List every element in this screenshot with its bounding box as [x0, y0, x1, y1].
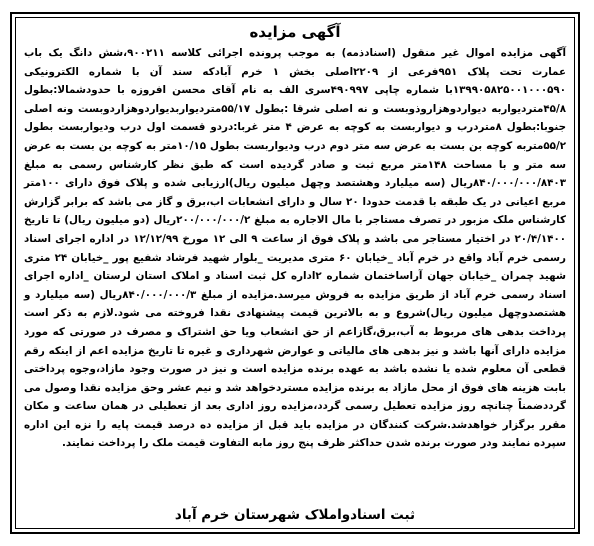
- notice-title: آگهی مزایده: [249, 23, 341, 41]
- notice-body: آگهی مزایده اموال غیر منقول (اسنادذمه) به موجب پرونده اجرائی کلاسه ۹۰۰۲۱۱،شش دانگ یک باب عمارت تحت پلاک ۹۵۱فرعی از ۲۲۰۹اصلی بخش ۱ خرم آبادکه سند آن با شماره الکترونیکی ۱۳۹۹۰۵۸۲۵۰۰۱۰۰۰۵۹۰با شماره چاپی ۴۹۰۹۹۷سری الف به نام آقای محسن افروزه با حدودشمالا:بطول ۴۵/۸متردیواربه دیواردوهزاروذوبست و نه اصلی شرقا :بطول ۵۵/۱۷متردیواربدیواردوهزاردوبست ونه اصلی جنوبا:بطول ۸متردرب و دیواربست به کوچه به عرض ۴ متر غربا:دردو قسمت اول درب ودیواربست بطول ۵۵/۲متربه کوچه بن بست به عرض سه متر دوم درب ودیواربست بطول ۱۰/۱۵متر به کوچه بن بست به عرض سه متر و با مساحت ۱۴۸متر مربع ثبت و صادر گردیده است که طبق نظر کارشناس رسمی به مبلغ ۸۴۰/۰۰۰/۰۰۰/۸۴۰۳ریال (سه میلیارد وهشتصد وچهل میلیون ریال)ارزیابی شده و پلاک فوق دارای ۱۰۰متر مربع اعیانی در یک طبقه با قدمت حدودا ۲۰ سال و دارای انشعابات اب،برق و گاز می باشد که برابر گزارش کارشناس ملک مزبور در تصرف مستاجر با مال الاجاره به مبلغ ۲۰۰/۰۰۰/۰۰۰/۲ریال (دو میلیون ریال) تا تاریخ ۲۰/۴/۱۴۰۰ در اختیار مستاجر می باشد و پلاک فوق از ساعت ۹ الی ۱۲ مورخ ۱۲/۱۲/۹۹ در اداره اجرای اسناد رسمی خرم آباد واقع در خرم آباد _خیابان ۶۰ متری مدیریت _بلوار شهید فرشاد شفیع پور _خیابان ۲۴ متری شهید چمران _خیابان جهان آراساختمان شماره ۲اداره کل ثبت اسناد و املاک استان لرستان _اداره اجرای اسناد رسمی خرم آباد از طریق مزایده به فروش میرسد.مزایده از مبلغ ۸۴۰/۰۰۰/۰۰۰/۳ریال (سه میلیارد و هشتصدوچهل میلیون ریال)شروع و به بالاترین قیمت پیشنهادی نقدا فروخته می شود.لازم به ذکر است پرداخت بدهی های مربوط به آب،برق،گازاعم از حق انشعاب ویا حق اشتراک و مصرف در صورتی که مورد مزایده دارای آنها باشد و نیز بدهی های مالیاتی و عوارض شهرداری و غیره تا تاریخ مزایده اعم از اینکه رقم قطعی آن معلوم شده یا نشده باشد به عهده برنده مزایده است و نیز در صورت وجود مازاد،وجوه پرداختی بابت هزینه های فوق از محل مازاد به برنده مزایده مستردخواهد شد و نیم عشر وحق مزایده نقدا وصول می گرددضمناً چنانچه روز مزایده تعطیل رسمی گردد،مزایده روز اداری بعد از تعطیلی در همان ساعت و مکان مقرر برگزار خواهدشد.شرکت کنندگان در مزایده باید قبل از مزایده ده درصد قیمت پایه را نزه این اداره سپرده نمایند ودر صورت برنده شدن حداکثر ظرف پنج روز مابه التفاوت قیمت ملک را پرداخت نمایند.: [24, 47, 567, 450]
- notice-inner-frame: [15, 17, 575, 529]
- notice-footer: ثبت اسنادواملاک شهرستان خرم آباد: [174, 507, 416, 523]
- notice-outer-frame: [10, 12, 580, 534]
